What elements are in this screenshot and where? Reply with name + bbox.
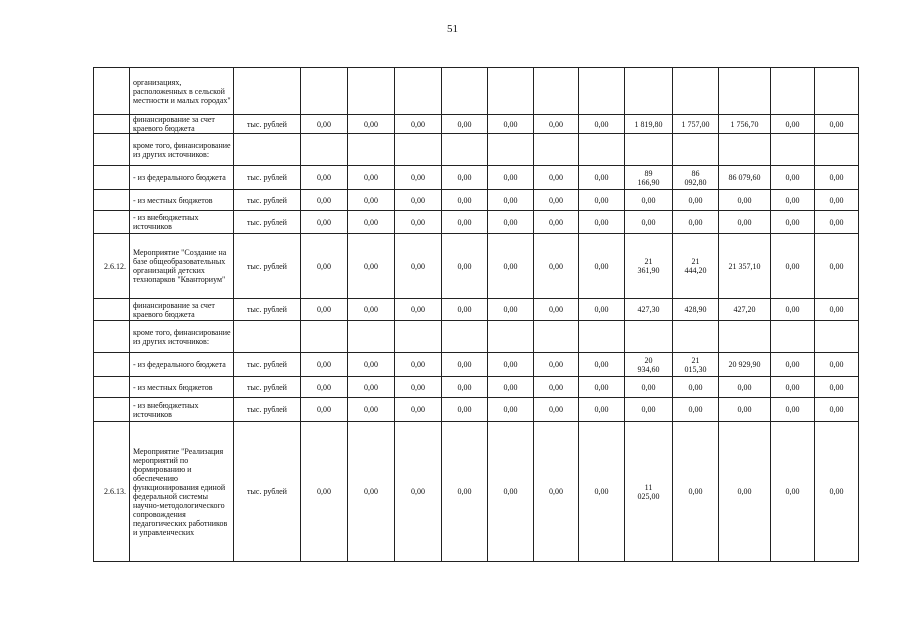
row-value-cell: 0,00: [348, 422, 395, 562]
row-value-cell: 0,00: [395, 377, 442, 398]
row-value-cell: 0,00: [395, 115, 442, 134]
row-value-cell: 0,00: [442, 422, 488, 562]
row-code-cell: [94, 115, 130, 134]
row-value-cell: 0,00: [301, 190, 348, 211]
row-value-cell: 0,00: [815, 422, 859, 562]
row-value-cell: 11 025,00: [625, 422, 673, 562]
row-value-cell: [625, 68, 673, 115]
row-value-cell: [488, 321, 534, 353]
row-value-cell: 0,00: [488, 190, 534, 211]
row-description-cell: - из федерального бюджета: [130, 166, 234, 190]
row-value-cell: 0,00: [673, 377, 719, 398]
row-description-cell: финансирование за счет краевого бюджета: [130, 115, 234, 134]
row-description-cell: - из местных бюджетов: [130, 377, 234, 398]
row-value-cell: 0,00: [301, 398, 348, 422]
row-unit-cell: тыс. рублей: [234, 377, 301, 398]
row-value-cell: [301, 321, 348, 353]
row-value-cell: [348, 321, 395, 353]
row-value-cell: 0,00: [719, 398, 771, 422]
row-value-cell: 0,00: [301, 234, 348, 299]
row-value-cell: 20 929,90: [719, 353, 771, 377]
row-value-cell: 0,00: [395, 166, 442, 190]
row-value-cell: 0,00: [534, 190, 579, 211]
row-value-cell: 0,00: [395, 398, 442, 422]
row-value-cell: 0,00: [301, 377, 348, 398]
page-number: 51: [447, 23, 458, 35]
row-value-cell: 0,00: [771, 166, 815, 190]
row-unit-cell: тыс. рублей: [234, 234, 301, 299]
row-value-cell: 0,00: [442, 190, 488, 211]
row-unit-cell: тыс. рублей: [234, 422, 301, 562]
row-value-cell: [442, 68, 488, 115]
row-value-cell: 0,00: [771, 115, 815, 134]
row-unit-cell: [234, 134, 301, 166]
row-value-cell: [301, 134, 348, 166]
table-row: [94, 422, 859, 562]
row-value-cell: 0,00: [815, 377, 859, 398]
row-value-cell: 0,00: [815, 166, 859, 190]
row-value-cell: 0,00: [348, 115, 395, 134]
row-description-cell: финансирование за счет краевого бюджета: [130, 299, 234, 321]
row-description-cell: - из федерального бюджета: [130, 353, 234, 377]
row-value-cell: 86 092,80: [673, 166, 719, 190]
row-unit-cell: тыс. рублей: [234, 211, 301, 234]
row-unit-cell: тыс. рублей: [234, 353, 301, 377]
row-value-cell: 0,00: [771, 234, 815, 299]
row-value-cell: 0,00: [719, 422, 771, 562]
table-row: [94, 377, 859, 398]
row-value-cell: 0,00: [673, 190, 719, 211]
row-value-cell: [348, 134, 395, 166]
row-value-cell: [348, 68, 395, 115]
row-value-cell: 0,00: [625, 377, 673, 398]
row-value-cell: [534, 134, 579, 166]
row-value-cell: 0,00: [301, 299, 348, 321]
row-value-cell: 0,00: [625, 398, 673, 422]
row-value-cell: 0,00: [579, 353, 625, 377]
row-value-cell: [673, 68, 719, 115]
row-value-cell: [771, 321, 815, 353]
row-value-cell: 0,00: [301, 211, 348, 234]
row-value-cell: 0,00: [534, 353, 579, 377]
row-value-cell: 0,00: [815, 353, 859, 377]
row-value-cell: 0,00: [488, 234, 534, 299]
row-code-cell: 2.6.13.: [94, 422, 130, 562]
row-code-cell: [94, 299, 130, 321]
row-value-cell: 0,00: [534, 211, 579, 234]
row-unit-cell: [234, 68, 301, 115]
row-value-cell: 0,00: [348, 299, 395, 321]
row-value-cell: 89 166,90: [625, 166, 673, 190]
row-unit-cell: тыс. рублей: [234, 299, 301, 321]
table-row: [94, 234, 859, 299]
table-row: [94, 134, 859, 166]
row-code-cell: 2.6.12.: [94, 234, 130, 299]
row-value-cell: [301, 68, 348, 115]
row-value-cell: 0,00: [771, 398, 815, 422]
row-value-cell: 1 756,70: [719, 115, 771, 134]
row-code-cell: [94, 166, 130, 190]
table-row: [94, 398, 859, 422]
row-unit-cell: [234, 321, 301, 353]
row-value-cell: 0,00: [488, 353, 534, 377]
row-code-cell: [94, 398, 130, 422]
budget-table: [93, 67, 859, 562]
row-unit-cell: тыс. рублей: [234, 166, 301, 190]
row-value-cell: 0,00: [579, 190, 625, 211]
row-value-cell: 1 757,00: [673, 115, 719, 134]
row-value-cell: [534, 321, 579, 353]
row-unit-cell: тыс. рублей: [234, 398, 301, 422]
row-value-cell: 0,00: [625, 211, 673, 234]
row-value-cell: 21 015,30: [673, 353, 719, 377]
table-row: [94, 321, 859, 353]
row-code-cell: [94, 190, 130, 211]
row-value-cell: 0,00: [815, 299, 859, 321]
row-value-cell: 0,00: [719, 377, 771, 398]
row-value-cell: 0,00: [442, 299, 488, 321]
row-value-cell: 0,00: [579, 115, 625, 134]
row-value-cell: 0,00: [534, 398, 579, 422]
row-description-cell: Мероприятие "Создание на базе общеобразовательных организаций детских технопарков "Кванториум": [130, 234, 234, 299]
row-unit-cell: тыс. рублей: [234, 115, 301, 134]
row-value-cell: 0,00: [395, 299, 442, 321]
row-value-cell: 0,00: [348, 190, 395, 211]
row-value-cell: 0,00: [395, 190, 442, 211]
row-value-cell: 0,00: [442, 398, 488, 422]
row-value-cell: [579, 321, 625, 353]
row-description-cell: кроме того, финансирование из других источников:: [130, 134, 234, 166]
row-value-cell: [442, 134, 488, 166]
row-value-cell: 428,90: [673, 299, 719, 321]
row-value-cell: 0,00: [395, 422, 442, 562]
row-value-cell: 21 357,10: [719, 234, 771, 299]
row-value-cell: 0,00: [534, 422, 579, 562]
row-value-cell: 0,00: [442, 211, 488, 234]
row-value-cell: 0,00: [771, 299, 815, 321]
row-value-cell: 0,00: [488, 211, 534, 234]
row-value-cell: [579, 68, 625, 115]
table-row: [94, 166, 859, 190]
row-value-cell: 0,00: [579, 299, 625, 321]
row-value-cell: 0,00: [348, 166, 395, 190]
row-value-cell: [673, 134, 719, 166]
row-value-cell: 0,00: [771, 377, 815, 398]
row-value-cell: 0,00: [395, 211, 442, 234]
row-value-cell: [625, 134, 673, 166]
row-description-cell: организациях, расположенных в сельской местности и малых городах": [130, 68, 234, 115]
row-value-cell: 0,00: [348, 234, 395, 299]
row-value-cell: 0,00: [815, 211, 859, 234]
row-value-cell: 0,00: [301, 166, 348, 190]
row-value-cell: [719, 134, 771, 166]
table-row: [94, 190, 859, 211]
row-value-cell: [625, 321, 673, 353]
row-value-cell: [815, 68, 859, 115]
row-value-cell: [771, 68, 815, 115]
row-value-cell: 0,00: [771, 211, 815, 234]
table-row: [94, 68, 859, 115]
row-value-cell: 0,00: [534, 377, 579, 398]
row-value-cell: 0,00: [815, 115, 859, 134]
table-row: [94, 115, 859, 134]
row-value-cell: 0,00: [301, 422, 348, 562]
row-value-cell: 1 819,80: [625, 115, 673, 134]
row-value-cell: 0,00: [442, 353, 488, 377]
row-code-cell: [94, 321, 130, 353]
row-value-cell: 0,00: [534, 299, 579, 321]
row-value-cell: [771, 134, 815, 166]
row-code-cell: [94, 377, 130, 398]
row-value-cell: 0,00: [815, 398, 859, 422]
row-code-cell: [94, 134, 130, 166]
row-value-cell: [815, 134, 859, 166]
row-value-cell: 0,00: [673, 398, 719, 422]
row-value-cell: 0,00: [348, 211, 395, 234]
row-value-cell: [673, 321, 719, 353]
row-value-cell: 0,00: [488, 422, 534, 562]
row-value-cell: 0,00: [488, 377, 534, 398]
table-row: [94, 211, 859, 234]
row-value-cell: 0,00: [673, 422, 719, 562]
row-description-cell: кроме того, финансирование из других источников:: [130, 321, 234, 353]
row-value-cell: 0,00: [301, 353, 348, 377]
row-value-cell: [395, 134, 442, 166]
row-value-cell: [488, 68, 534, 115]
row-value-cell: 0,00: [771, 190, 815, 211]
row-value-cell: 0,00: [534, 234, 579, 299]
row-code-cell: [94, 68, 130, 115]
row-value-cell: 21 444,20: [673, 234, 719, 299]
row-value-cell: 0,00: [579, 377, 625, 398]
row-code-cell: [94, 353, 130, 377]
row-value-cell: 0,00: [579, 422, 625, 562]
row-value-cell: 0,00: [488, 398, 534, 422]
row-value-cell: 0,00: [771, 422, 815, 562]
row-value-cell: 0,00: [771, 353, 815, 377]
row-value-cell: [815, 321, 859, 353]
row-value-cell: 21 361,90: [625, 234, 673, 299]
row-value-cell: 0,00: [673, 211, 719, 234]
row-value-cell: 0,00: [488, 115, 534, 134]
row-value-cell: 0,00: [579, 211, 625, 234]
row-value-cell: [719, 321, 771, 353]
row-value-cell: 20 934,60: [625, 353, 673, 377]
row-description-cell: - из внебюджетных источников: [130, 211, 234, 234]
row-value-cell: 0,00: [442, 115, 488, 134]
row-value-cell: [534, 68, 579, 115]
row-value-cell: 0,00: [442, 166, 488, 190]
row-code-cell: [94, 211, 130, 234]
row-unit-cell: тыс. рублей: [234, 190, 301, 211]
row-description-cell: - из местных бюджетов: [130, 190, 234, 211]
row-value-cell: 0,00: [815, 190, 859, 211]
row-value-cell: 0,00: [579, 234, 625, 299]
row-value-cell: 0,00: [488, 166, 534, 190]
row-value-cell: 0,00: [442, 377, 488, 398]
row-value-cell: 0,00: [348, 353, 395, 377]
row-value-cell: 0,00: [395, 353, 442, 377]
row-value-cell: [719, 68, 771, 115]
row-value-cell: 427,30: [625, 299, 673, 321]
row-value-cell: [488, 134, 534, 166]
row-description-cell: Мероприятие "Реализация мероприятий по формированию и обеспечению функционирования единой федеральной системы научно-методологического сопровождения педагогических работников и управленческих: [130, 422, 234, 562]
row-value-cell: 0,00: [719, 190, 771, 211]
row-value-cell: 0,00: [579, 166, 625, 190]
row-value-cell: 0,00: [534, 166, 579, 190]
row-value-cell: 0,00: [625, 190, 673, 211]
row-value-cell: [442, 321, 488, 353]
row-value-cell: [395, 321, 442, 353]
row-value-cell: [579, 134, 625, 166]
row-value-cell: 427,20: [719, 299, 771, 321]
row-description-cell: - из внебюджетных источников: [130, 398, 234, 422]
row-value-cell: 86 079,60: [719, 166, 771, 190]
row-value-cell: 0,00: [815, 234, 859, 299]
row-value-cell: 0,00: [301, 115, 348, 134]
row-value-cell: 0,00: [579, 398, 625, 422]
row-value-cell: [395, 68, 442, 115]
row-value-cell: 0,00: [348, 398, 395, 422]
table-row: [94, 299, 859, 321]
row-value-cell: 0,00: [488, 299, 534, 321]
table-row: [94, 353, 859, 377]
row-value-cell: 0,00: [719, 211, 771, 234]
row-value-cell: 0,00: [395, 234, 442, 299]
row-value-cell: 0,00: [348, 377, 395, 398]
row-value-cell: 0,00: [534, 115, 579, 134]
row-value-cell: 0,00: [442, 234, 488, 299]
